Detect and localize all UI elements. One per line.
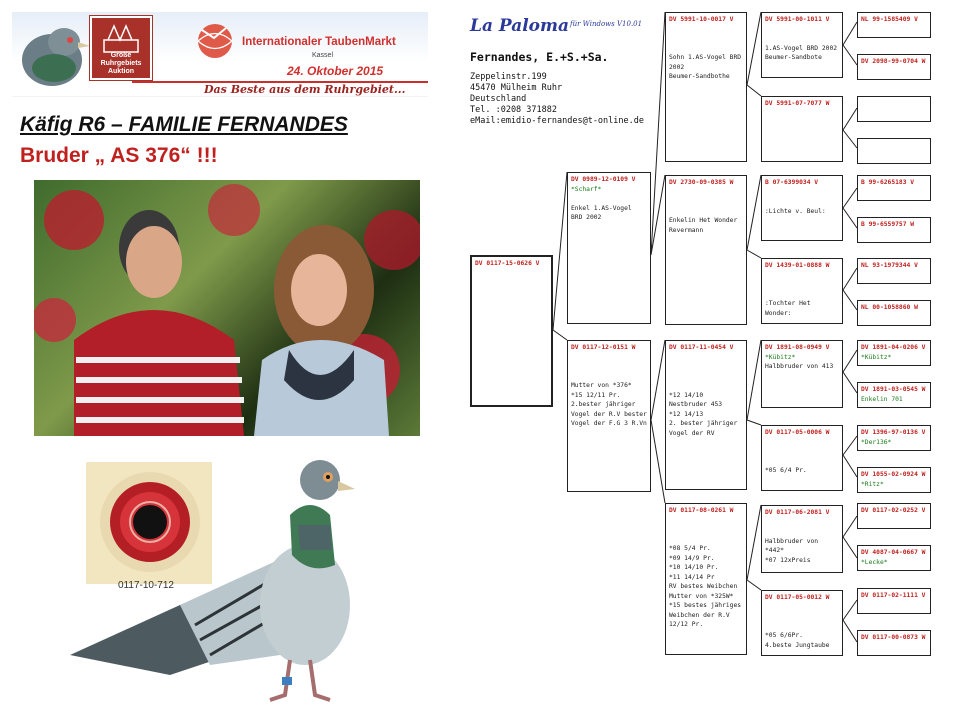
mmf-ring: DV 0117-06-2081 V xyxy=(765,509,830,516)
mff-notes: Halbbruder von 413 xyxy=(765,363,834,370)
pedigree-ffm xyxy=(761,96,843,162)
mm-ring: DV 0117-08-0261 W xyxy=(669,507,734,514)
fmm-notes: :Tochter Het Wonder: xyxy=(765,300,811,317)
pedigree-mmm xyxy=(761,590,843,656)
pedigree-fff xyxy=(761,12,843,78)
software-title: La Paloma xyxy=(470,16,570,36)
pedigree-mmf xyxy=(761,505,843,573)
pedigree-gen5-box xyxy=(857,175,931,201)
father-name: *Scharf* xyxy=(571,185,602,193)
pedigree-gen5-box xyxy=(857,467,931,493)
ff-notes: Sohn 1.AS-Vogel BRD 2002 Beumer-Sandbothe xyxy=(669,54,742,80)
gen5-ring: B 99-6265183 V xyxy=(861,179,915,186)
mff-name: *Kübitz* xyxy=(765,353,796,361)
fff-notes: 1.AS-Vogel BRD 2002 Beumer-Sandbote xyxy=(765,44,838,61)
pedigree-subject xyxy=(470,255,553,407)
mother-ring: DV 0117-12-0151 W xyxy=(571,344,636,351)
pedigree-gen5-box xyxy=(857,12,931,38)
fmf-notes: :Lichte v. Beul: xyxy=(765,207,826,215)
pedigree-fmm xyxy=(761,258,843,324)
banner-slogan: Das Beste aus dem Ruhrgebiet... xyxy=(204,83,406,96)
ff-ring: DV 5991-10-0017 V xyxy=(669,16,734,23)
banner-title: Internationaler TaubenMarkt xyxy=(242,36,396,48)
logo-text: Große Ruhrgebiets Auktion xyxy=(100,52,142,75)
mf-ring: DV 0117-11-0454 V xyxy=(669,344,734,351)
pedigree-gen5-box xyxy=(857,503,931,529)
fmm-ring: DV 1439-01-0888 W xyxy=(765,262,830,269)
pedigree-fmf xyxy=(761,175,843,241)
owner-address: Zeppelinstr.199 45470 Mülheim Ruhr Deutschland Tel. :0208 371882 eMail:emidio-fernandes@t-online.de xyxy=(470,72,644,126)
gen5-ring: DV 1891-03-0545 W xyxy=(861,386,926,393)
gen5-ring: DV 0117-02-0252 V xyxy=(861,507,926,514)
mmm-ring: DV 0117-05-0012 W xyxy=(765,594,830,601)
pedigree-mf xyxy=(665,340,747,490)
pedigree-fm xyxy=(665,175,747,325)
pedigree-gen5-box xyxy=(857,300,931,326)
pedigree-gen5-box xyxy=(857,425,931,451)
gen5-ring: NL 93-1979344 V xyxy=(861,262,918,269)
mmm-notes: *05 6/6Pr. 4.beste Jungtaube xyxy=(765,632,830,649)
mfm-notes: *05 6/4 Pr. xyxy=(765,467,807,474)
gen5-ring: DV 2098-99-0704 W xyxy=(861,58,926,65)
fm-ring: DV 2730-09-0385 W xyxy=(669,179,734,186)
banner-date: 24. Oktober 2015 xyxy=(287,64,384,78)
gen5-ring: NL 00-1058860 W xyxy=(861,304,918,311)
gen5-name: *Der136* xyxy=(861,438,892,446)
gen5-ring: DV 1891-04-0206 V xyxy=(861,344,926,351)
mother-notes: Mutter von *376* *15 12/11 Pr. 2.bester jähriger Vogel der R.V bester Vogel der F.G 3 R.Vn xyxy=(571,382,647,427)
fm-notes: Enkelin Het Wonder Revermann xyxy=(669,217,738,234)
subject-ring: DV 0117-15-0626 V xyxy=(475,260,540,267)
gen5-ring: B 99-6559757 W xyxy=(861,221,915,228)
pedigree-gen5-box xyxy=(857,138,931,164)
gen5-name: *Ritz* xyxy=(861,480,884,488)
fff-ring: DV 5991-00-1011 V xyxy=(765,16,830,23)
pedigree-mother xyxy=(567,340,651,492)
pedigree-gen5-box xyxy=(857,630,931,656)
pedigree-gen5-box xyxy=(857,382,931,408)
gen5-ring: DV 0117-00-0873 W xyxy=(861,634,926,641)
pedigree-gen5-box xyxy=(857,258,931,284)
ffm-ring: DV 5991-07-7077 W xyxy=(765,100,830,107)
pigeon-ring-label: 0117-10-712 xyxy=(118,580,174,591)
fmf-ring: B 07-6399034 V xyxy=(765,179,819,186)
mf-notes: *12 14/10 Nestbruder 453 *12 14/13 2. bester jähriger Vogel der RV xyxy=(669,391,738,437)
mfm-ring: DV 0117-05-0006 W xyxy=(765,429,830,436)
pedigree-father xyxy=(567,172,651,324)
gen5-name: *Kübitz* xyxy=(861,353,892,361)
father-notes: Enkel 1.AS-Vogel BRD 2002 xyxy=(571,204,632,221)
pedigree-gen5-box xyxy=(857,588,931,614)
gen5-ring: DV 1055-02-0924 W xyxy=(861,471,926,478)
gen5-ring: DV 4087-04-0667 W xyxy=(861,549,926,556)
gen5-name: Enkelin 701 xyxy=(861,395,903,403)
pedigree-gen5-box xyxy=(857,54,931,80)
cage-heading: Käfig R6 – FAMILIE FERNANDES xyxy=(20,113,348,136)
pedigree-gen5-box xyxy=(857,545,931,571)
software-version: für Windows V10.01 xyxy=(570,20,643,28)
pedigree-gen5-box xyxy=(857,96,931,122)
pedigree-ff xyxy=(665,12,747,162)
mm-notes: *08 5/4 Pr. *09 14/9 Pr. *10 14/10 Pr. *11 14/14 Pr RV bestes Weibchen Mutter von *325W* *15 bestes jähriges Weibchen der R.V 12/12 Pr. xyxy=(669,545,742,628)
owner-name: Fernandes, E.+S.+Sa. xyxy=(470,50,609,64)
banner-subtitle: Kassel xyxy=(312,52,334,59)
pedigree-mm xyxy=(665,503,747,655)
pedigree-gen5-box xyxy=(857,217,931,243)
gen5-ring: DV 0117-02-1111 V xyxy=(861,592,926,599)
gen5-ring: NL 99-1585409 V xyxy=(861,16,918,23)
father-ring: DV 0989-12-0109 V xyxy=(571,176,636,183)
gen5-name: *Lecke* xyxy=(861,558,888,566)
pedigree-mff xyxy=(761,340,843,408)
mff-ring: DV 1891-08-0949 V xyxy=(765,344,830,351)
pedigree-mfm xyxy=(761,425,843,491)
brother-heading: Bruder „ AS 376“ !!! xyxy=(20,144,218,167)
gen5-ring: DV 1396-97-0136 V xyxy=(861,429,926,436)
mmf-notes: Halbbruder von *442* *07 12xPreis xyxy=(765,537,819,564)
pedigree-gen5-box xyxy=(857,340,931,366)
